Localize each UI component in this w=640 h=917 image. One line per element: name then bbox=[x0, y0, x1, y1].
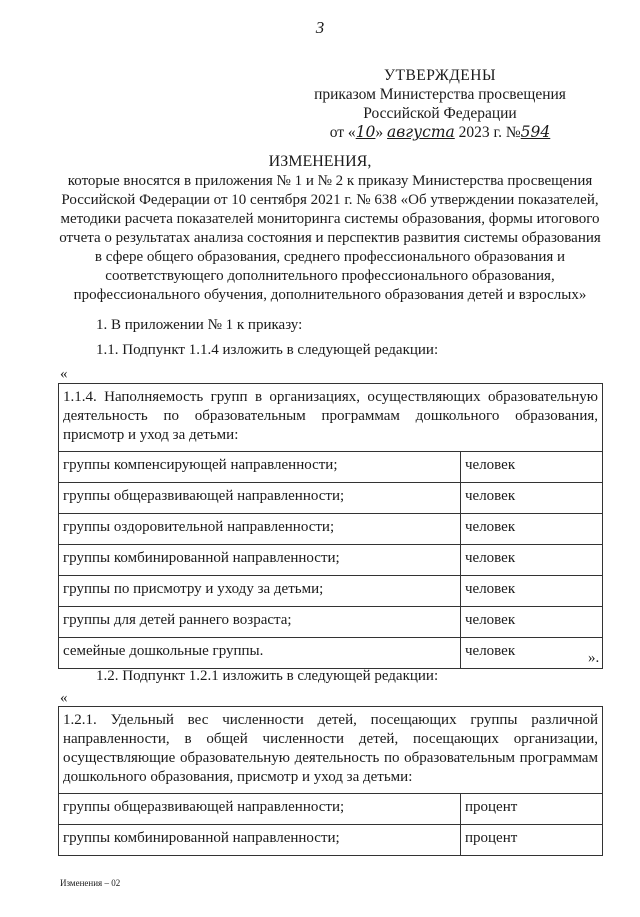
row-unit: человек bbox=[461, 607, 603, 638]
open-quote-1: « bbox=[60, 366, 68, 382]
row-label: группы оздоровительной направленности; bbox=[59, 514, 461, 545]
date-year: 2023 г. № bbox=[458, 124, 521, 141]
handwritten-number: 594 bbox=[520, 123, 551, 141]
document-subtitle: которые вносятся в приложения № 1 и № 2 к приказу Министерства просвещения Российской Федерации от 10 сентября 2021 г. № 638 «Об утверждении показателей, методики расчета показателей мониторинга системы образования, формы итогового отчета о результатах анализа состояния и перспектив развития системы образования в сфере общего образования, среднего профессионального образования и соответствующего дополнительного профессионального образования, профессионального обучения, дополнительного образования детей и взрослых» bbox=[59, 173, 601, 303]
row-unit: человек bbox=[461, 576, 603, 607]
date-prefix: от « bbox=[329, 124, 356, 141]
approval-line-2: Российской Федерации bbox=[363, 105, 517, 122]
row-label: группы общеразвивающей направленности; bbox=[59, 483, 461, 514]
section-1-heading: 1. В приложении № 1 к приказу: bbox=[96, 317, 303, 333]
table-row bbox=[59, 794, 603, 825]
table-1-2-1 bbox=[58, 706, 603, 856]
section-1-2-heading: 1.2. Подпункт 1.2.1 изложить в следующей редакции: bbox=[96, 668, 439, 684]
row-unit: человек bbox=[461, 483, 603, 514]
table-row bbox=[59, 607, 603, 638]
table-1-1-4 bbox=[58, 383, 603, 669]
row-unit: человек bbox=[461, 545, 603, 576]
table-1-header: 1.1.4. Наполняемость групп в организациях, осуществляющих образовательную деятельность по образовательным программам дошкольного образования, присмотр и уход за детьми: bbox=[59, 384, 603, 452]
approval-date-line bbox=[280, 123, 600, 142]
section-1-1-heading: 1.1. Подпункт 1.1.4 изложить в следующей редакции: bbox=[96, 342, 439, 358]
date-mid: » bbox=[375, 124, 384, 141]
row-unit: человек bbox=[461, 514, 603, 545]
table-row bbox=[59, 514, 603, 545]
footer-label: Изменения – 02 bbox=[60, 878, 121, 888]
handwritten-month: августа bbox=[387, 123, 455, 141]
table-row bbox=[59, 483, 603, 514]
row-label: группы общеразвивающей направленности; bbox=[59, 794, 461, 825]
row-label: группы комбинированной направленности; bbox=[59, 545, 461, 576]
close-quote-1: ». bbox=[588, 650, 600, 666]
table-row bbox=[59, 638, 603, 669]
page-number: 3 bbox=[315, 18, 325, 37]
table-row bbox=[59, 545, 603, 576]
row-unit: процент bbox=[461, 825, 603, 856]
document-title: ИЗМЕНЕНИЯ, bbox=[268, 153, 372, 170]
row-label: группы компенсирующей направленности; bbox=[59, 452, 461, 483]
row-unit: процент bbox=[461, 794, 603, 825]
row-label: группы для детей раннего возраста; bbox=[59, 607, 461, 638]
handwritten-day: 10 bbox=[355, 123, 376, 141]
approval-title: УТВЕРЖДЕНЫ bbox=[384, 67, 496, 84]
open-quote-2: « bbox=[60, 690, 68, 706]
row-unit: человек bbox=[461, 638, 603, 669]
row-label: семейные дошкольные группы. bbox=[59, 638, 461, 669]
table-row bbox=[59, 825, 603, 856]
approval-line-1: приказом Министерства просвещения bbox=[314, 86, 566, 103]
table-row bbox=[59, 576, 603, 607]
row-label: группы комбинированной направленности; bbox=[59, 825, 461, 856]
table-2-header: 1.2.1. Удельный вес численности детей, посещающих группы различной направленности, в общей численности детей, посещающих организации, осуществляющие образовательную деятельность по образовательным программам дошкольного образования, присмотр и уход за детьми: bbox=[59, 707, 603, 794]
approval-block bbox=[280, 66, 600, 142]
table-row bbox=[59, 452, 603, 483]
row-label: группы по присмотру и уходу за детьми; bbox=[59, 576, 461, 607]
row-unit: человек bbox=[461, 452, 603, 483]
